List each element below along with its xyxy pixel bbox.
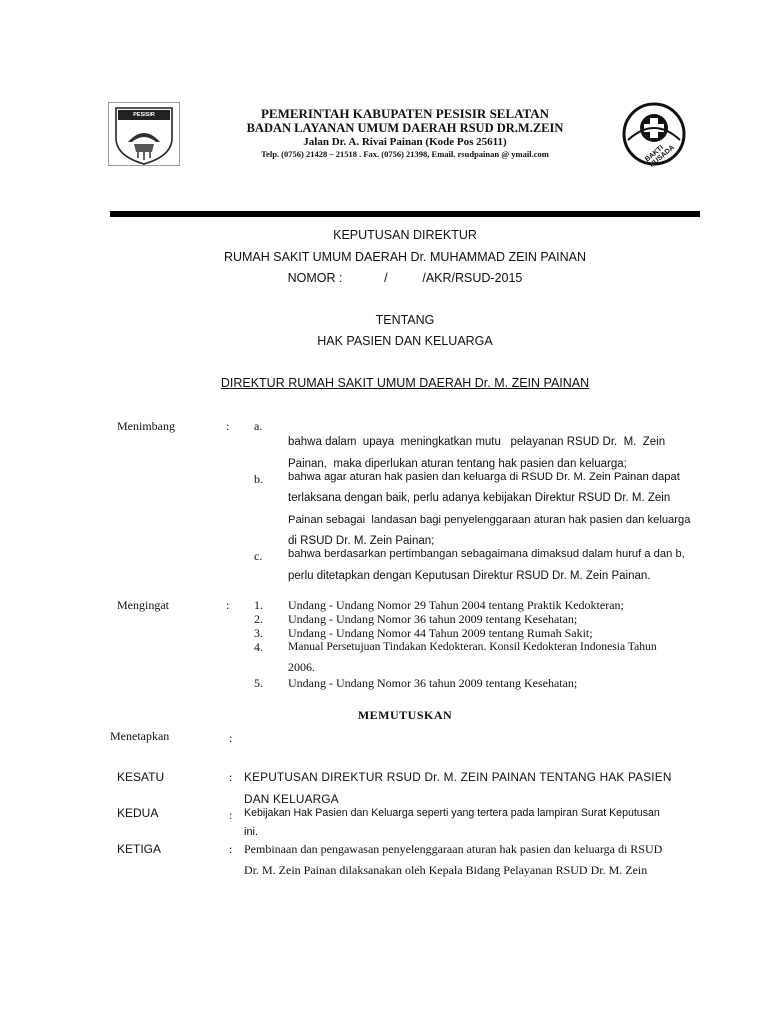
header-divider	[110, 211, 700, 217]
mengingat-item-text: Undang - Undang Nomor 36 tahun 2009 tentang Kesehatan;	[288, 676, 578, 690]
kedua-text-line2: ini.	[244, 826, 259, 838]
menimbang-a-line1: bahwa dalam upaya meningkatkan mutu pelayanan RSUD Dr. M. Zein	[288, 436, 666, 448]
mengingat-item-text: Manual Persetujuan Tindakan Kedokteran. Konsil Kedokteran Indonesia Tahun	[288, 640, 657, 653]
bakti-husada-logo	[620, 98, 692, 180]
letterhead-line-3: Jalan Dr. A. Rivai Painan (Kode Pos 25611)	[303, 136, 507, 148]
letterhead-line-1: PEMERINTAH KABUPATEN PESISIR SELATAN	[260, 106, 550, 121]
ketiga-text-line2: Dr. M. Zein Painan dilaksanakan oleh Kepala Bidang Pelayanan RSUD Dr. M. Zein	[244, 863, 648, 877]
kesatu-label: KESATU	[117, 770, 165, 784]
letterhead-line-2: BADAN LAYANAN UMUM DAERAH RSUD DR.M.ZEIN	[246, 121, 564, 135]
mengingat-item-num: 3.	[254, 626, 263, 640]
ketiga-text-line1: Pembinaan dan pengawasan penyelenggaraan aturan hak pasien dan keluarga di RSUD	[244, 842, 663, 856]
regency-logo-text: PESISIR SELATAN	[131, 112, 157, 128]
ketiga-label: KETIGA	[117, 842, 162, 856]
menimbang-b-line2: terlaksana dengan baik, perlu adanya kebijakan Direktur RSUD Dr. M. Zein	[288, 492, 671, 504]
kedua-text-line1: Kebijakan Hak Pasien dan Keluarga seperti yang tertera pada lampiran Surat Keputusan	[244, 807, 660, 819]
mengingat-item-num: 2.	[254, 612, 263, 626]
memutuskan-heading: MEMUTUSKAN	[357, 708, 453, 722]
kesatu-text-line1: KEPUTUSAN DIREKTUR RSUD Dr. M. ZEIN PAINAN TENTANG HAK PASIEN	[244, 770, 672, 784]
menimbang-a-line2: Painan, maka diperlukan aturan tentang hak pasien dan keluarga;	[288, 458, 627, 470]
kesatu-text-line2: DAN KELUARGA	[244, 792, 339, 806]
mengingat-item-text: Undang - Undang Nomor 44 Tahun 2009 tentang Rumah Sakit;	[288, 626, 593, 640]
decree-subject: HAK PASIEN DAN KELUARGA	[317, 334, 493, 348]
menetapkan-colon: :	[229, 731, 233, 745]
menimbang-b-line3: Painan sebagai landasan bagi penyelenggaraan aturan hak pasien dan keluarga	[288, 514, 691, 526]
menimbang-b-line1: bahwa agar aturan hak pasien dan keluarga di RSUD Dr. M. Zein Painan dapat	[288, 471, 680, 483]
hospital-name: RUMAH SAKIT UMUM DAERAH Dr. MUHAMMAD ZEIN PAINAN	[223, 250, 587, 264]
kesatu-colon: :	[229, 770, 233, 784]
tentang-heading: TENTANG	[375, 313, 435, 327]
mengingat-item-num: 5.	[254, 676, 263, 690]
menimbang-colon: :	[226, 419, 230, 433]
ketiga-colon: :	[229, 842, 233, 856]
mengingat-item-text: Undang - Undang Nomor 29 Tahun 2004 tentang Praktik Kedokteran;	[288, 598, 624, 612]
kedua-colon: :	[229, 808, 233, 822]
letterhead-line-4: Telp. (0756) 21428 – 21518 . Fax. (0756) 21398, Email. rsudpainan @ ymail.com	[261, 149, 549, 159]
kedua-label: KEDUA	[117, 806, 159, 820]
menetapkan-label: Menetapkan	[110, 729, 170, 743]
decree-number: NOMOR : / /AKR/RSUD-2015	[287, 271, 523, 285]
decree-title: KEPUTUSAN DIREKTUR	[333, 228, 477, 242]
menimbang-b-line4: di RSUD Dr. M. Zein Painan;	[288, 535, 435, 547]
menimbang-a-marker: a.	[254, 419, 263, 433]
menimbang-label: Menimbang	[117, 419, 175, 433]
mengingat-label: Mengingat	[117, 598, 169, 612]
regency-logo	[108, 102, 180, 166]
bakti-husada-text: BAKTI HUSADA	[644, 144, 676, 169]
mengingat-item-text-cont: 2006.	[288, 660, 315, 674]
mengingat-item-text: Undang - Undang Nomor 36 tahun 2009 tentang Kesehatan;	[288, 612, 578, 626]
mengingat-colon: :	[226, 598, 230, 612]
mengingat-item-num: 1.	[254, 598, 263, 612]
menimbang-c-line1: bahwa berdasarkan pertimbangan sebagaimana dimaksud dalam huruf a dan b,	[288, 548, 685, 560]
director-heading: DIREKTUR RUMAH SAKIT UMUM DAERAH Dr. M. ZEIN PAINAN	[220, 376, 590, 390]
menimbang-b-marker: b.	[254, 472, 263, 486]
menimbang-c-marker: c.	[254, 549, 263, 563]
mengingat-item-num: 4.	[254, 640, 263, 654]
menimbang-c-line2: perlu ditetapkan dengan Keputusan Direktur RSUD Dr. M. Zein Painan.	[288, 570, 651, 582]
